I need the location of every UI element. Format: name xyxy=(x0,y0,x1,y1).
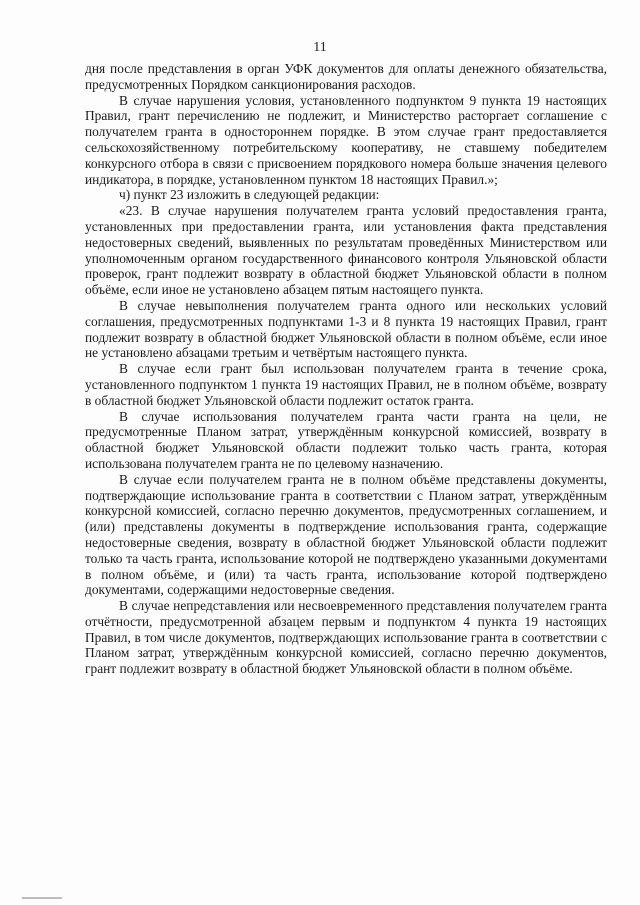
paragraph: В случае невыполнения получателем гранта одного или нескольких условий соглашения, предусмотренных подпунктами 1-3 и 8 пункта 19 настоящих Правил, грант подлежит возврату в областной бюджет Ульяновской области в полном объёме, если иное не установлено абзацами третьим и четвёртым настоящего пункта. xyxy=(85,297,607,361)
paragraph: «23. В случае нарушения получателем гранта условий предоставления гранта, установленных при предоставлении гранта, или установления факта представления недостоверных сведений, выявленных по результатам проведённых Министерством или уполномоченным органом государственного финансового контроля Ульяновской области проверок, грант подлежит возврату в областной бюджет Ульяновской области в полном объёме, если иное не установлено абзацем пятым настоящего пункта. xyxy=(85,203,607,298)
paragraph: В случае использования получателем гранта части гранта на цели, не предусмотренные Планом затрат, утверждённым конкурсной комиссией, возврату в областной бюджет Ульяновской области подлежит только часть гранта, которая использована получателем гранта не по целевому назначению. xyxy=(85,408,607,471)
paragraph: В случае непредставления или несвоевременного представления получателем гранта отчётности, предусмотренной абзацем первым и подпунктом 4 пункта 19 настоящих Правил, в том числе документов, подтверждающих использование гранта в соответствии с Планом затрат, утверждённым конкурсной комиссией, согласно перечню документов, грант подлежит возврату в областной бюджет Ульяновской области в полном объёме. xyxy=(85,598,607,677)
paragraph: В случае если получателем гранта не в полном объёме представлены документы, подтверждающие использование гранта в соответствии с Планом затрат, утверждённым конкурсной комиссией, согласно перечню документов, предусмотренных соглашением, и (или) представлены документы в подтверждение использования гранта, содержащие недостоверные сведения, возврату в областной бюджет Ульяновской области подлежит только та часть гранта, использование которой не подтверждено указанными документами в полном объёме, и (или) та часть гранта, использование которой подтверждено документами, содержащими недостоверные сведения. xyxy=(85,471,607,598)
paragraph: ч) пункт 23 изложить в следующей редакции: xyxy=(119,187,380,203)
paragraph: В случае нарушения условия, установленного подпунктом 9 пункта 19 настоящих Правил, грант перечислению не подлежит, и Министерство расторгает соглашение с получателем гранта в одностороннем порядке. В этом случае грант предоставляется сельскохозяйственному потребительскому кооперативу, не ставшему победителем конкурсного отбора в связи с присвоением порядкового номера больше значения целевого индикатора, в порядке, установленном пунктом 18 настоящих Правил.»; xyxy=(85,92,607,187)
paragraph: дня после представления в орган УФК документов для оплаты денежного обязательства, предусмотренных Порядком санкционирования расходов. xyxy=(85,61,607,92)
scan-artifact xyxy=(22,897,62,899)
paragraph: В случае если грант был использован получателем гранта в течение срока, установленного подпунктом 1 пункта 19 настоящих Правил, не в полном объёме, возврату в областной бюджет Ульяновской области подлежит остаток гранта. xyxy=(85,361,607,408)
document-body xyxy=(85,61,607,677)
page-number: 11 xyxy=(313,40,327,55)
